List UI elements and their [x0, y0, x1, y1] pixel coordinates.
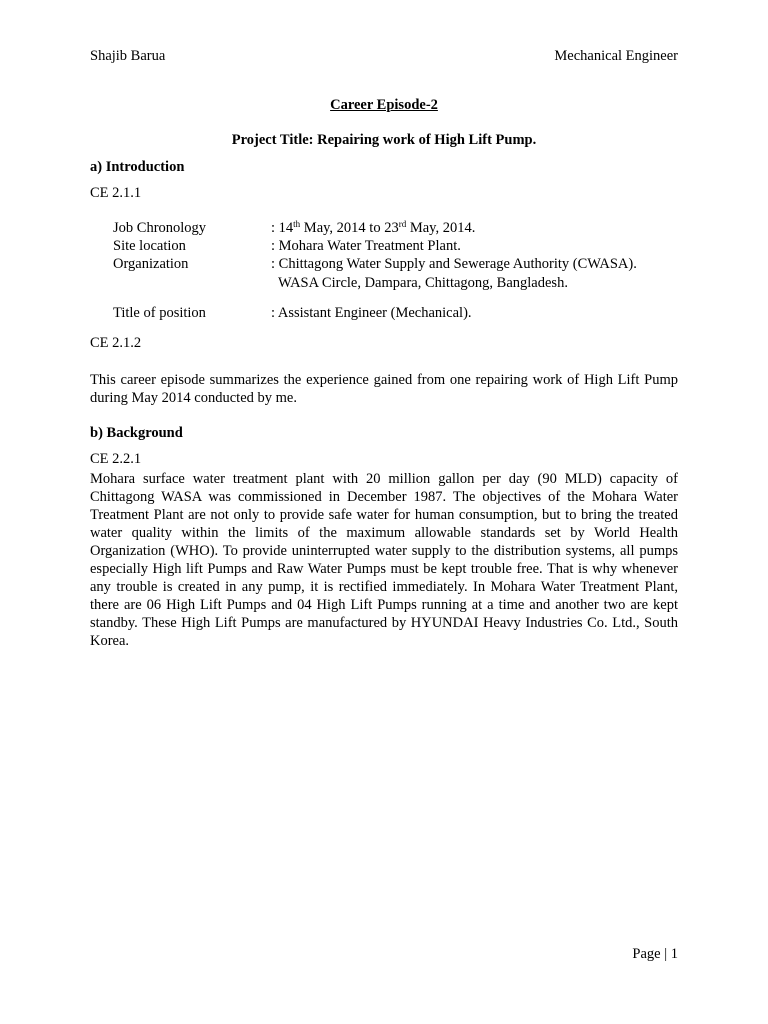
job-chronology-label: Job Chronology — [113, 220, 207, 236]
header-author: Shajib Barua — [90, 48, 166, 64]
background-paragraph: Mohara surface water treatment plant with 20 million gallon per day (90 MLD) capacity of Chittagong WASA was commissioned in December 1987. The objectives of the Mohara Water Treatment Plant are not only to provide safe water for human consumption, but to bring the treated water quality within the limits of the maximum allowable standards set by World Health Organization (WHO). To provide uninterrupted water supply to the distribution systems, all pumps especially High lift Pumps and Raw Water Pumps must be kept trouble free. That is why whenever any trouble is created in any pump, it is rectified immediately. In Mohara Water Treatment Plant, there are 06 High Lift Pumps and 04 High Lift Pumps running at a time and another two are kept standby. These High Lift Pumps are manufactured by HYUNDAI Heavy Industries Co. Ltd., South Korea. — [90, 471, 678, 649]
organization-label: Organization — [113, 256, 189, 272]
ce-2-2-1-label: CE 2.2.1 — [90, 451, 142, 467]
document-title: Career Episode-2 — [330, 97, 438, 113]
background-heading: b) Background — [90, 425, 183, 441]
job-chronology-value: : 14th May, 2014 to 23rd May, 2014. — [271, 219, 476, 236]
position-value: : Assistant Engineer (Mechanical). — [271, 305, 472, 321]
header-role: Mechanical Engineer — [554, 48, 678, 64]
ce-2-1-2-label: CE 2.1.2 — [90, 335, 142, 351]
page-number: Page | 1 — [632, 946, 678, 962]
project-title: Project Title: Repairing work of High Lift Pump. — [231, 132, 537, 148]
site-location-label: Site location — [113, 238, 186, 254]
position-label: Title of position — [113, 305, 206, 321]
summary-paragraph: This career episode summarizes the experience gained from one repairing work of High Lift Pump during May 2014 conducted by me. — [90, 372, 678, 406]
site-location-value: : Mohara Water Treatment Plant. — [271, 238, 461, 254]
ce-2-1-1-label: CE 2.1.1 — [90, 185, 142, 201]
introduction-heading: a) Introduction — [90, 159, 185, 175]
organization-value: : Chittagong Water Supply and Sewerage Authority (CWASA). — [271, 256, 637, 272]
organization-value-2: WASA Circle, Dampara, Chittagong, Bangladesh. — [278, 275, 568, 291]
